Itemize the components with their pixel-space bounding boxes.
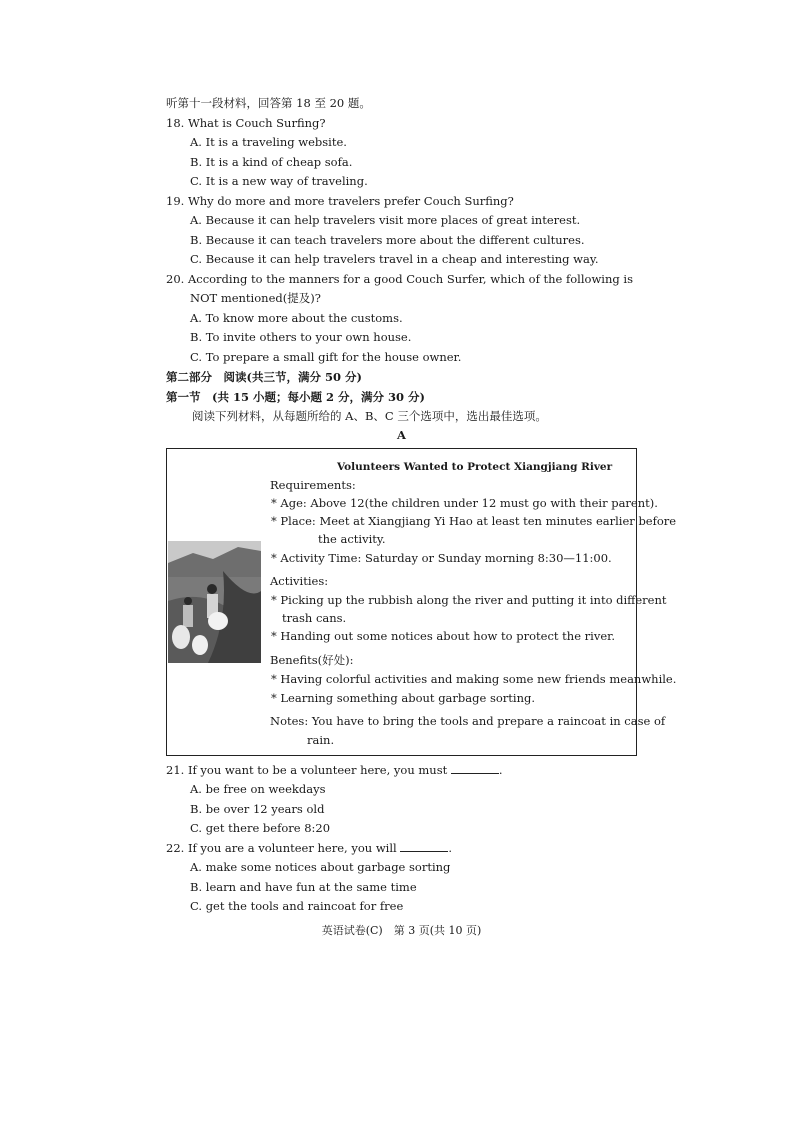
q22-stem-line (166, 841, 452, 855)
q22-option-a: A. make some notices about garbage sorting (190, 860, 451, 874)
listening-intro: 听第十一段材料，回答第 18 至 20 题。 (166, 96, 371, 110)
notice-title: Volunteers Wanted to Protect Xiangjiang River (337, 461, 613, 473)
q18-option-b: B. It is a kind of cheap sofa. (190, 155, 353, 169)
section-one-title: 第一节 (共 15 小题；每小题 2 分，满分 30 分) (166, 390, 425, 404)
q21-option-a: A. be free on weekdays (190, 782, 326, 796)
activities-label: Activities: (270, 574, 329, 588)
benefit-friends: * Having colorful activities and making some new friends meanwhile. (271, 672, 677, 686)
q22-period: . (448, 841, 453, 855)
benefit-sorting: * Learning something about garbage sorting. (271, 691, 536, 705)
activity-rubbish-cont: trash cans. (282, 611, 347, 625)
activity-rubbish: * Picking up the rubbish along the river and putting it into different (271, 593, 667, 607)
q19-option-c: C. Because it can help travelers travel in a cheap and interesting way. (190, 252, 599, 266)
q21-option-b: B. be over 12 years old (190, 802, 325, 816)
reading-instruction: 阅读下列材料，从每题所给的 A、B、C 三个选项中，选出最佳选项。 (192, 409, 547, 423)
q22-option-b: B. learn and have fun at the same time (190, 880, 417, 894)
q20-option-c: C. To prepare a small gift for the house owner. (190, 350, 462, 364)
q21-answer-blank (451, 763, 499, 774)
part-two-title: 第二部分 阅读(共三节，满分 50 分) (166, 370, 362, 384)
q19-stem: 19. Why do more and more travelers prefer Couch Surfing? (166, 194, 514, 208)
q19-option-b: B. Because it can teach travelers more about the different cultures. (190, 233, 585, 247)
q22-answer-blank (400, 841, 448, 852)
q21-period: . (498, 763, 503, 777)
requirement-time: * Activity Time: Saturday or Sunday morning 8:30—11:00. (271, 551, 612, 565)
q22-option-c: C. get the tools and raincoat for free (190, 899, 404, 913)
q19-option-a: A. Because it can help travelers visit more places of great interest. (190, 213, 581, 227)
q20-option-b: B. To invite others to your own house. (190, 330, 412, 344)
q18-stem: 18. What is Couch Surfing? (166, 116, 326, 130)
activity-notices: * Handing out some notices about how to protect the river. (271, 629, 616, 643)
q21-stem: 21. If you want to be a volunteer here, you must (166, 763, 448, 777)
benefits-label: Benefits(好处): (270, 653, 354, 667)
q21-option-c: C. get there before 8:20 (190, 821, 331, 835)
page-footer: 英语试卷(C) 第 3 页(共 10 页) (321, 924, 482, 937)
requirement-age: * Age: Above 12(the children under 12 must go with their parent). (271, 496, 658, 510)
q20-stem-line1: 20. According to the manners for a good Couch Surfer, which of the following is (166, 272, 633, 286)
volunteers-photo (168, 541, 261, 663)
notes-line1: Notes: You have to bring the tools and prepare a raincoat in case of (270, 714, 666, 728)
requirement-place: * Place: Meet at Xiangjiang Yi Hao at least ten minutes earlier before (271, 514, 677, 528)
notes-line2: rain. (307, 733, 335, 747)
q21-stem-line (166, 763, 503, 777)
q20-stem-line2: NOT mentioned(提及)? (190, 291, 321, 305)
passage-label: A (397, 428, 406, 442)
q18-option-a: A. It is a traveling website. (190, 135, 347, 149)
q22-stem: 22. If you are a volunteer here, you will (166, 841, 397, 855)
q18-option-c: C. It is a new way of traveling. (190, 174, 368, 188)
q20-option-a: A. To know more about the customs. (190, 311, 403, 325)
requirements-label: Requirements: (270, 478, 356, 492)
requirement-place-cont: the activity. (318, 532, 386, 546)
